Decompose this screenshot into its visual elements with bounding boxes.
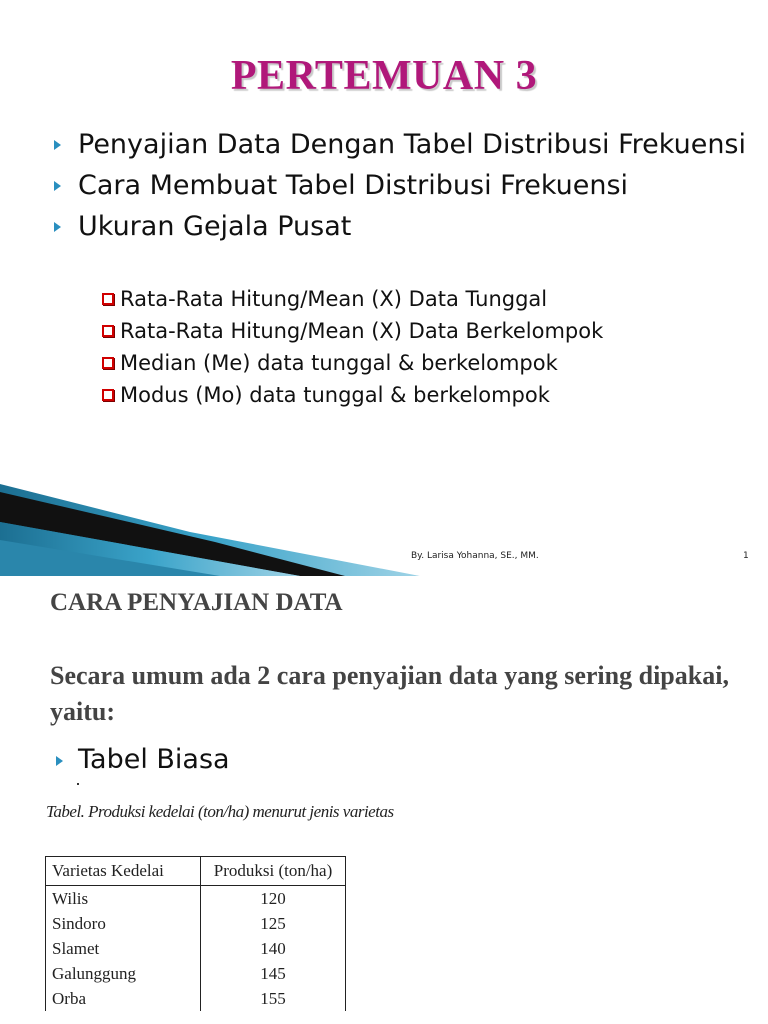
bullet-text: Penyajian Data Dengan Tabel Distribusi Frekuensi (78, 129, 746, 160)
slide-title: PERTEMUAN 3 (230, 53, 538, 99)
production-cell: 120 (201, 886, 346, 912)
slide-2 (0, 576, 768, 1024)
section-heading: CARA PENYAJIAN DATA (50, 589, 343, 616)
triangle-bullet-icon (54, 222, 61, 232)
sub-bullet-text: Rata-Rata Hitung/Mean (X) Data Berkelompok (120, 319, 604, 343)
variety-cell: Sindoro (46, 911, 201, 936)
slide-footer: By. Larisa Yohanna, SE., MM. (411, 551, 539, 561)
sub-bullet-item (102, 347, 762, 379)
sub-bullet-text: Modus (Mo) data tunggal & berkelompok (120, 383, 550, 407)
variety-cell: Slamet (46, 936, 201, 961)
production-cell: 140 (201, 936, 346, 961)
bullet-item (52, 169, 752, 203)
bullet-list (52, 128, 752, 251)
bullet-text: Tabel Biasa (78, 744, 230, 775)
bullet-text: Ukuran Gejala Pusat (78, 211, 352, 242)
table-row (46, 986, 346, 1011)
bullet-item (52, 210, 752, 244)
production-cell: 145 (201, 961, 346, 986)
sub-bullet-item (102, 379, 762, 411)
bullet-item (56, 744, 230, 775)
sub-bullet-item (102, 315, 762, 347)
production-table (45, 856, 346, 1011)
table-row (46, 886, 346, 912)
bullet-text: Cara Membuat Tabel Distribusi Frekuensi (78, 170, 629, 201)
triangle-bullet-icon (54, 140, 61, 150)
table-caption: Tabel. Produksi kedelai (ton/ha) menurut jenis varietas (46, 802, 394, 821)
square-bullet-icon (102, 325, 114, 337)
production-cell: 125 (201, 911, 346, 936)
sub-bullet-list (102, 283, 762, 411)
production-cell: 155 (201, 986, 346, 1011)
column-header: Produksi (ton/ha) (201, 857, 346, 886)
square-bullet-icon (102, 357, 114, 369)
stray-dot (77, 783, 79, 785)
square-bullet-icon (102, 293, 114, 305)
table-header-row (46, 857, 346, 886)
triangle-bullet-icon (54, 181, 61, 191)
page-number: 1 (743, 551, 749, 561)
variety-cell: Orba (46, 986, 201, 1011)
sub-bullet-item (102, 283, 762, 315)
variety-cell: Galunggung (46, 961, 201, 986)
intro-paragraph: Secara umum ada 2 cara penyajian data yang sering dipakai, yaitu: (50, 661, 729, 726)
table-row (46, 961, 346, 986)
bullet-item (52, 128, 752, 162)
variety-cell: Wilis (46, 886, 201, 912)
square-bullet-icon (102, 389, 114, 401)
decorative-swoosh (0, 470, 768, 576)
sub-bullet-text: Rata-Rata Hitung/Mean (X) Data Tunggal (120, 287, 548, 311)
table-row (46, 936, 346, 961)
sub-bullet-text: Median (Me) data tunggal & berkelompok (120, 351, 558, 375)
table-row (46, 911, 346, 936)
triangle-bullet-icon (56, 756, 63, 766)
column-header: Varietas Kedelai (46, 857, 201, 886)
